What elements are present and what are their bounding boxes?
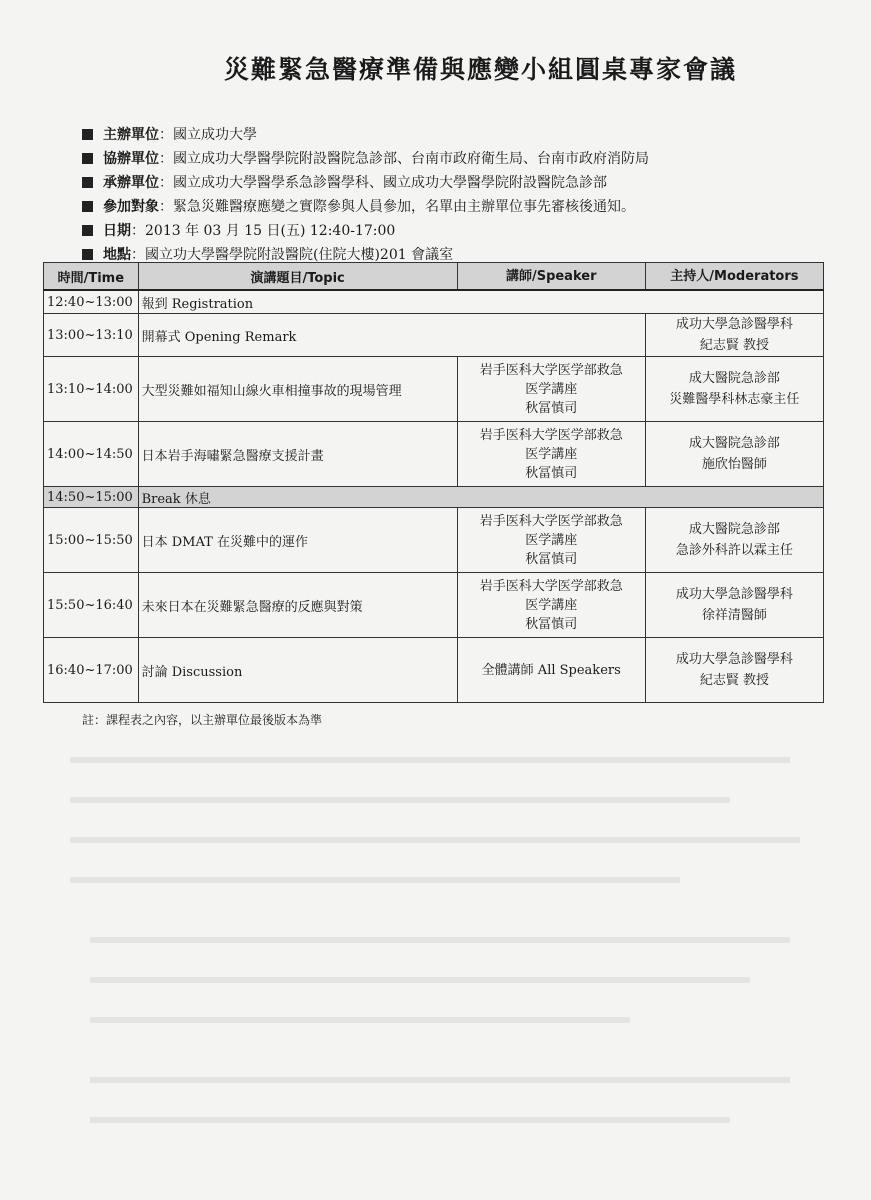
table-row [44,290,824,314]
speaker-line: 岩手医科大学医学部救急 [479,362,623,378]
row-time: 13:00~13:10 [44,314,139,357]
table-row [44,314,824,357]
header-topic: 演講題目/Topic [138,263,457,291]
row-speaker [457,357,645,422]
row-time: 14:00~14:50 [44,422,139,487]
moderator-line: 徐祥清醫師 [701,608,767,623]
info-label: 主辦單位 [103,127,159,143]
row-time: 15:00~15:50 [44,508,139,573]
row-speaker [457,508,645,573]
square-bullet-icon [82,153,93,164]
info-value: 2013 年 03 月 15 日(五) 12:40-17:00 [145,223,396,239]
speaker-line: 秋冨慎司 [525,616,578,632]
info-label: 地點 [103,247,131,263]
moderator-line: 成功大學急診醫學科 [675,587,793,602]
row-moderator [645,422,823,487]
moderator-line: 成大醫院急診部 [688,522,780,537]
footnote: 註：課程表之內容，以主辦單位最後版本為準 [82,713,323,727]
row-moderator [645,508,823,573]
document-title: 災難緊急醫療準備與應變小組圓桌專家會議 [223,55,737,84]
speaker-line: 医学講座 [525,446,578,462]
row-moderator [645,573,823,638]
row-time: 16:40~17:00 [44,638,139,703]
info-label: 協辦單位 [103,151,159,167]
row-moderator [645,638,823,703]
row-moderator [645,314,823,357]
row-speaker [457,422,645,487]
row-topic: 開幕式 Opening Remark [138,314,645,357]
moderator-line: 施欣怡醫師 [701,457,767,472]
header-moderator: 主持人/Moderators [645,263,823,291]
square-bullet-icon [82,129,93,140]
info-label: 參加對象 [103,199,159,215]
bleed-through-texture [30,700,840,1180]
header-time: 時間/Time [44,263,139,291]
schedule-table [43,262,824,703]
square-bullet-icon [82,249,93,260]
moderator-line: 成大醫院急診部 [688,371,780,386]
info-row-co-organizer: 協辦單位：國立成功大學醫學院附設醫院急診部、台南市政府衛生局、台南市政府消防局 [82,147,842,171]
speaker-line: 岩手医科大学医学部救急 [479,578,623,594]
info-label: 日期 [103,223,131,239]
moderator-line: 紀志賢 教授 [699,338,769,353]
moderator-line: 災難醫學科林志豪主任 [669,392,800,407]
moderator-line: 急診外科許以霖主任 [675,543,793,558]
info-value: 國立成功大學醫學系急診醫學科、國立成功大學醫學院附設醫院急診部 [173,175,607,191]
info-row-organizer: 主辦單位：國立成功大學 [82,123,842,147]
table-row [44,573,824,638]
square-bullet-icon [82,225,93,236]
info-value: 國立功大學醫學院附設醫院(住院大樓)201 會議室 [145,247,454,263]
table-row [44,638,824,703]
moderator-line: 成大醫院急診部 [688,436,780,451]
info-value: 國立成功大學醫學院附設醫院急診部、台南市政府衛生局、台南市政府消防局 [173,151,649,167]
moderator-line: 成功大學急診醫學科 [675,317,793,332]
moderator-line: 紀志賢 教授 [699,673,769,688]
speaker-line: 医学講座 [525,381,578,397]
header-speaker: 講師/Speaker [457,263,645,291]
info-row-date: 日期：2013 年 03 月 15 日(五) 12:40-17:00 [82,219,842,243]
event-info [82,123,842,267]
row-speaker [457,573,645,638]
info-value: 國立成功大學 [173,127,257,143]
speaker-line: 秋冨慎司 [525,400,578,416]
row-topic: 大型災難如福知山線火車相撞事故的現場管理 [138,357,457,422]
row-time: 14:50~15:00 [44,487,139,508]
speaker-line: 全體講師 All Speakers [481,662,621,678]
info-row-executor: 承辦單位：國立成功大學醫學系急診醫學科、國立成功大學醫學院附設醫院急診部 [82,171,842,195]
speaker-line: 医学講座 [525,597,578,613]
table-row-break [44,487,824,508]
row-time: 12:40~13:00 [44,290,139,314]
moderator-line: 成功大學急診醫學科 [675,652,793,667]
speaker-line: 秋冨慎司 [525,465,578,481]
speaker-line: 秋冨慎司 [525,551,578,567]
square-bullet-icon [82,201,93,212]
row-speaker [457,638,645,703]
speaker-line: 医学講座 [525,532,578,548]
info-label: 承辦單位 [103,175,159,191]
table-row [44,357,824,422]
row-topic: 日本岩手海嘯緊急醫療支援計畫 [138,422,457,487]
row-topic: Break 休息 [138,487,823,508]
row-topic: 未來日本在災難緊急醫療的反應與對策 [138,573,457,638]
row-time: 13:10~14:00 [44,357,139,422]
row-topic: 日本 DMAT 在災難中的運作 [138,508,457,573]
table-header-row [44,263,824,291]
table-row [44,508,824,573]
speaker-line: 岩手医科大学医学部救急 [479,513,623,529]
info-row-participants: 參加對象：緊急災難醫療應變之實際參與人員參加，名單由主辦單位事先審核後通知。 [82,195,842,219]
square-bullet-icon [82,177,93,188]
table-row [44,422,824,487]
info-row-location: 地點：國立功大學醫學院附設醫院(住院大樓)201 會議室 [82,243,842,267]
row-time: 15:50~16:40 [44,573,139,638]
row-topic: 討論 Discussion [138,638,457,703]
row-topic: 報到 Registration [138,290,823,314]
info-value: 緊急災難醫療應變之實際參與人員參加，名單由主辦單位事先審核後通知。 [173,199,635,215]
speaker-line: 岩手医科大学医学部救急 [479,427,623,443]
row-moderator [645,357,823,422]
